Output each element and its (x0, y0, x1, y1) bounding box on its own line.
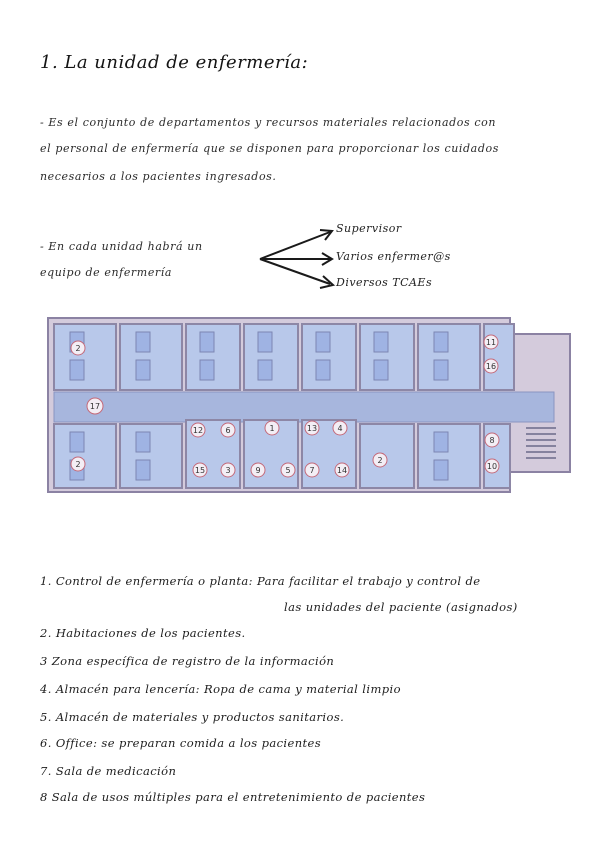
plan-label: 2 (377, 456, 383, 465)
plan-label: 13 (306, 424, 318, 433)
plan-label: 11 (485, 338, 497, 347)
team-arrows (250, 222, 350, 302)
team-branch-tcaes: Diversos TCAEs (336, 276, 433, 289)
plan-label: 8 (489, 436, 495, 445)
plan-label: 10 (486, 462, 498, 471)
plan-label: 17 (89, 402, 101, 411)
intro-line-3: necesarios a los pacientes ingresados. (40, 170, 277, 183)
plan-label: 9 (255, 466, 261, 475)
plan-label: 12 (192, 426, 204, 435)
plan-label: 4 (337, 424, 343, 433)
list-item-5: 5. Almacén de materiales y productos sanitarios. (40, 710, 345, 724)
plan-label: 2 (75, 344, 81, 353)
plan-label: 2 (75, 460, 81, 469)
intro-line-1: - Es el conjunto de departamentos y recursos materiales relacionados con (40, 116, 497, 129)
plan-label: 7 (309, 466, 315, 475)
team-branch-supervisor: Supervisor (336, 222, 402, 235)
plan-label: 6 (225, 426, 231, 435)
list-item-8: 8 Sala de usos múltiples para el entretenimiento de pacientes (40, 790, 426, 804)
team-text-line-1: - En cada unidad habrá un (40, 240, 203, 253)
list-item-7: 7. Sala de medicación (40, 764, 177, 778)
list-item-6: 6. Office: se preparan comida a los pacientes (40, 736, 322, 750)
list-item-4: 4. Almacén para lencería: Ropa de cama y material limpio (40, 682, 401, 696)
list-item-1-line-1: 1. Control de enfermería o planta: Para facilitar el trabajo y control de (40, 574, 481, 588)
list-item-3: 3 Zona específica de registro de la información (40, 654, 335, 668)
plan-label: 3 (225, 466, 231, 475)
plan-label: 15 (194, 466, 206, 475)
nursing-unit-floor-plan (40, 312, 580, 508)
team-branch-enfermeros: Varios enfermer@s (336, 250, 451, 263)
plan-label: 14 (336, 466, 348, 475)
list-item-1-line-2: las unidades del paciente (asignados) (284, 600, 518, 614)
plan-label: 5 (285, 466, 291, 475)
intro-line-2: el personal de enfermería que se disponen para proporcionar los cuidados (40, 142, 499, 155)
plan-label: 1 (269, 424, 275, 433)
team-text-line-2: equipo de enfermería (40, 266, 173, 279)
page-title: 1. La unidad de enfermería: (40, 52, 309, 73)
plan-label: 16 (485, 362, 497, 371)
list-item-2: 2. Habitaciones de los pacientes. (40, 626, 246, 640)
